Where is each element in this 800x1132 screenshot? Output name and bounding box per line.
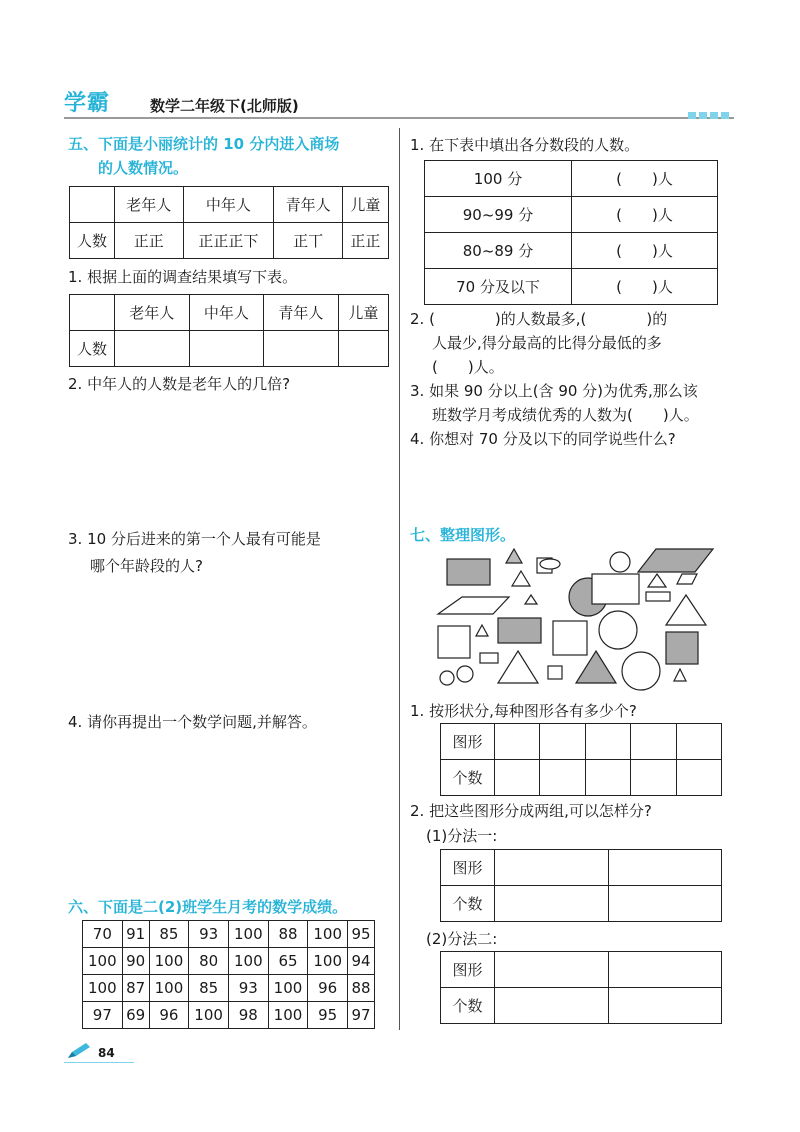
score-cell: 94 — [348, 948, 375, 975]
header-rule — [64, 117, 734, 119]
group-cell[interactable] — [495, 850, 609, 886]
score-cell: 97 — [83, 1002, 123, 1029]
rectangle-shape — [447, 559, 490, 585]
band-blank[interactable]: ( )人 — [572, 197, 718, 233]
m2-row-shapes: 图形 — [441, 952, 495, 988]
parallelogram-shape — [438, 597, 509, 614]
footer-rule — [64, 1062, 134, 1063]
score-cell: 88 — [348, 975, 375, 1002]
score-cell: 100 — [268, 1002, 308, 1029]
score-cell: 100 — [228, 921, 268, 948]
shape-cell[interactable] — [631, 724, 676, 760]
tally-middle: 正正正下 — [183, 223, 274, 259]
triangle-shape — [666, 595, 706, 625]
triangle-shape — [476, 625, 488, 636]
pencil-icon — [66, 1042, 92, 1060]
count-header-middle: 中年人 — [189, 295, 264, 331]
band-blank[interactable]: ( )人 — [572, 269, 718, 305]
count-cell[interactable] — [264, 331, 339, 367]
count-cell[interactable] — [338, 331, 388, 367]
score-cell: 69 — [122, 1002, 149, 1029]
score-cell: 96 — [149, 1002, 189, 1029]
score-cell: 100 — [83, 975, 123, 1002]
count-header-youth: 青年人 — [264, 295, 339, 331]
square-shape — [666, 632, 698, 664]
group-cell[interactable] — [608, 886, 722, 922]
group-cell[interactable] — [608, 988, 722, 1024]
rectangle-shape — [646, 592, 670, 601]
score-cell: 91 — [122, 921, 149, 948]
score-cell: 90 — [122, 948, 149, 975]
circle-shape — [457, 666, 473, 682]
method2-label: (2)分法二: — [426, 930, 498, 948]
s7-question1: 1. 按形状分,每种图形各有多少个? — [410, 702, 637, 720]
count-cell[interactable] — [676, 760, 721, 796]
m1-row-count: 个数 — [441, 886, 495, 922]
header-dots-decoration — [688, 104, 732, 123]
score-cell: 100 — [189, 1002, 229, 1029]
score-cell: 98 — [228, 1002, 268, 1029]
score-cell: 100 — [83, 948, 123, 975]
header-middle: 中年人 — [183, 187, 274, 223]
band-label: 90~99 分 — [425, 197, 572, 233]
s5-question3-line2: 哪个年龄段的人? — [90, 557, 203, 575]
brand-logo: 学霸 — [64, 91, 111, 116]
row-label: 人数 — [70, 223, 115, 259]
parallelogram-shape — [638, 549, 713, 572]
square-shape — [438, 626, 470, 658]
score-cell: 100 — [228, 948, 268, 975]
count-cell[interactable] — [631, 760, 676, 796]
circle-shape — [440, 671, 454, 685]
m1-row-shapes: 图形 — [441, 850, 495, 886]
s5-question2: 2. 中年人的人数是老年人的几倍? — [68, 375, 291, 393]
band-label: 70 分及以下 — [425, 269, 572, 305]
shapes-figure — [430, 548, 720, 696]
s6-question1: 1. 在下表中填出各分数段的人数。 — [410, 136, 640, 154]
score-cell: 65 — [268, 948, 308, 975]
score-table — [82, 920, 375, 1029]
method2-table — [440, 951, 722, 1024]
shape-cell[interactable] — [495, 724, 540, 760]
column-divider — [399, 128, 400, 1030]
section5-title-line2: 的人数情况。 — [98, 159, 189, 177]
group-cell[interactable] — [608, 850, 722, 886]
score-cell: 93 — [228, 975, 268, 1002]
triangle-shape — [498, 651, 538, 683]
count-cell[interactable] — [585, 760, 630, 796]
score-cell: 100 — [308, 921, 348, 948]
score-cell: 96 — [308, 975, 348, 1002]
score-cell: 100 — [308, 948, 348, 975]
triangle-shape — [576, 651, 616, 683]
method1-label: (1)分法一: — [426, 827, 498, 845]
tally-elder: 正正 — [115, 223, 184, 259]
parallelogram-shape — [677, 574, 697, 584]
band-label: 100 分 — [425, 161, 572, 197]
tally-table — [69, 186, 389, 259]
triangle-shape — [648, 574, 666, 587]
count-row-label: 人数 — [70, 331, 115, 367]
score-cell: 88 — [268, 921, 308, 948]
s6-question3-line2: 班数学月考成绩优秀的人数为( )人。 — [432, 406, 699, 424]
s5-question4: 4. 请你再提出一个数学问题,并解答。 — [68, 713, 317, 731]
triangle-shape — [525, 595, 537, 604]
shape-count-table — [440, 723, 722, 796]
square-shape — [553, 621, 587, 655]
band-label: 80~89 分 — [425, 233, 572, 269]
s6-question3-line1: 3. 如果 90 分以上(含 90 分)为优秀,那么该 — [410, 382, 698, 400]
rectangle-shape — [498, 618, 541, 643]
tally-child: 正正 — [342, 223, 388, 259]
group-cell[interactable] — [495, 988, 609, 1024]
circle-shape — [610, 552, 630, 572]
s6-question4: 4. 你想对 70 分及以下的同学说些什么? — [410, 430, 676, 448]
score-cell: 95 — [348, 921, 375, 948]
rectangle-shape — [592, 574, 639, 604]
group-cell[interactable] — [495, 952, 609, 988]
oval-shape — [540, 559, 560, 569]
score-cell: 100 — [268, 975, 308, 1002]
s7-question2: 2. 把这些图形分成两组,可以怎样分? — [410, 802, 652, 820]
triangle-shape — [674, 669, 686, 681]
score-cell: 95 — [308, 1002, 348, 1029]
s5-question3-line1: 3. 10 分后进来的第一个人最有可能是 — [68, 530, 321, 548]
s6-question2-line2: 人最少,得分最高的比得分最低的多 — [432, 334, 662, 352]
band-table — [424, 160, 718, 305]
group-cell[interactable] — [608, 952, 722, 988]
score-cell: 70 — [83, 921, 123, 948]
score-cell: 80 — [189, 948, 229, 975]
score-cell: 85 — [149, 921, 189, 948]
score-cell: 85 — [189, 975, 229, 1002]
shape-cell[interactable] — [540, 724, 585, 760]
score-cell: 100 — [149, 975, 189, 1002]
page-number: 84 — [98, 1046, 115, 1060]
m2-row-count: 个数 — [441, 988, 495, 1024]
score-cell: 93 — [189, 921, 229, 948]
score-cell: 97 — [348, 1002, 375, 1029]
rectangle-shape — [480, 653, 498, 663]
count-cell[interactable] — [495, 760, 540, 796]
s6-question2-line1: 2. ( )的人数最多,( )的 — [410, 310, 668, 328]
circle-shape — [622, 652, 660, 690]
score-cell: 87 — [122, 975, 149, 1002]
header-elder: 老年人 — [115, 187, 184, 223]
circle-shape — [599, 611, 637, 649]
count-cell[interactable] — [540, 760, 585, 796]
row-count-label: 个数 — [441, 760, 495, 796]
score-cell: 100 — [149, 948, 189, 975]
section6-title: 六、下面是二(2)班学生月考的数学成绩。 — [68, 898, 348, 916]
shape-cell[interactable] — [676, 724, 721, 760]
count-header-child: 儿童 — [338, 295, 388, 331]
header-child: 儿童 — [342, 187, 388, 223]
section7-title: 七、整理图形。 — [410, 526, 516, 544]
triangle-shape — [506, 549, 522, 563]
band-blank[interactable]: ( )人 — [572, 161, 718, 197]
method1-table — [440, 849, 722, 922]
header-youth: 青年人 — [274, 187, 343, 223]
count-header-elder: 老年人 — [115, 295, 190, 331]
s5-question1: 1. 根据上面的调查结果填写下表。 — [68, 268, 298, 286]
row-shapes-label: 图形 — [441, 724, 495, 760]
book-title: 数学二年级下(北师版) — [150, 97, 299, 115]
group-cell[interactable] — [495, 886, 609, 922]
count-cell[interactable] — [189, 331, 264, 367]
band-blank[interactable]: ( )人 — [572, 233, 718, 269]
s6-question2-line3: ( )人。 — [432, 358, 504, 376]
shape-cell[interactable] — [585, 724, 630, 760]
square-shape — [548, 666, 562, 679]
count-cell[interactable] — [115, 331, 190, 367]
tally-youth: 正丅 — [274, 223, 343, 259]
triangle-shape — [512, 571, 530, 586]
section5-title-line1: 五、下面是小丽统计的 10 分内进入商场 — [68, 135, 340, 153]
count-table — [69, 294, 389, 367]
